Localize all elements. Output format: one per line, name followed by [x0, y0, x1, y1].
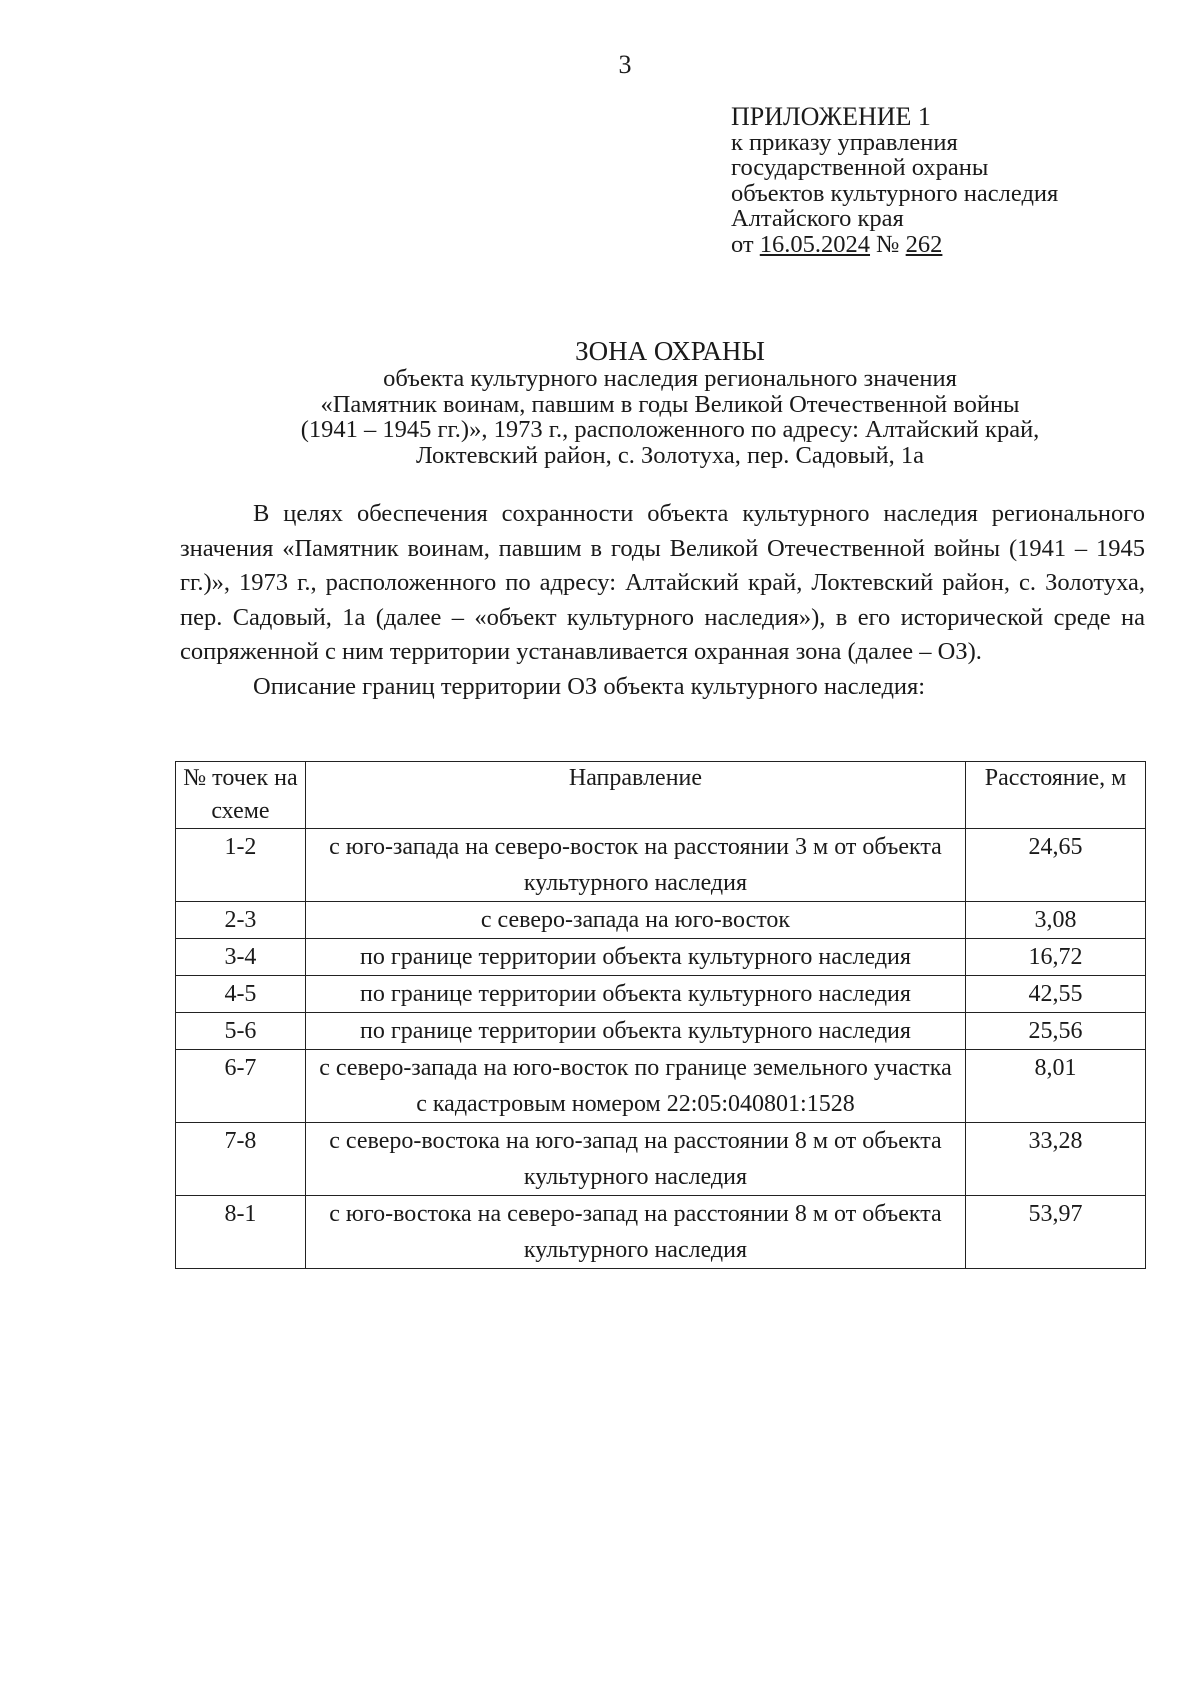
- table-row: [176, 902, 1146, 939]
- heading-title: ЗОНА ОХРАНЫ: [575, 336, 765, 366]
- cell-distance: 33,28: [966, 1123, 1146, 1196]
- zone-heading: [150, 336, 1190, 468]
- cell-direction: с северо-запада на юго-восток: [305, 902, 965, 939]
- cell-points: 2-3: [176, 902, 306, 939]
- cell-points: 6-7: [176, 1050, 306, 1123]
- table-header-row: [176, 762, 1146, 829]
- number-prefix: №: [876, 230, 900, 258]
- table-body: [176, 829, 1146, 1269]
- header-direction: Направление: [305, 762, 965, 829]
- table-row: [176, 829, 1146, 902]
- table-row: [176, 1196, 1146, 1269]
- cell-distance: 24,65: [966, 829, 1146, 902]
- body-paragraph: В целях обеспечения сохранности объекта культурного наследия регионального значения «Памятник воинам, павшим в годы Великой Отечественной войны (1941 – 1945 гг.)», 1973 г., расположенного по адресу: Алтайский край, Локтевский район, с. Золотуха, пер. Садовый, 1а (далее – «объект культурного наследия»), в его исторической среде на сопряженной с ним территории устанавливается охранная зона (далее – ОЗ).: [180, 500, 1145, 665]
- appendix-line: объектов культурного наследия: [731, 179, 1059, 207]
- page-number: 3: [618, 50, 632, 79]
- cell-direction: с северо-востока на юго-запад на расстоянии 8 м от объекта культурного наследия: [305, 1123, 965, 1196]
- boundary-table: [175, 761, 1146, 1269]
- cell-distance: 25,56: [966, 1013, 1146, 1050]
- cell-distance: 8,01: [966, 1050, 1146, 1123]
- heading-line: «Памятник воинам, павшим в годы Великой Отечественной войны: [320, 390, 1020, 418]
- heading-line: объекта культурного наследия регионального значения: [383, 365, 957, 392]
- header-distance: Расстояние, м: [966, 762, 1146, 829]
- cell-points: 4-5: [176, 976, 306, 1013]
- heading-line: Локтевский район, с. Золотуха, пер. Садовый, 1а: [416, 441, 924, 469]
- table-row: [176, 976, 1146, 1013]
- body-text: [180, 497, 1145, 704]
- cell-distance: 16,72: [966, 939, 1146, 976]
- table-row: [176, 1123, 1146, 1196]
- order-date: 16.05.2024: [759, 230, 871, 258]
- body-paragraph: Описание границ территории ОЗ объекта культурного наследия:: [253, 672, 926, 700]
- appendix-title: ПРИЛОЖЕНИЕ 1: [731, 102, 931, 131]
- cell-direction: с юго-востока на северо-запад на расстоянии 8 м от объекта культурного наследия: [305, 1196, 965, 1269]
- appendix-line: государственной охраны: [731, 154, 989, 181]
- order-number: 262: [905, 230, 943, 258]
- table-row: [176, 1013, 1146, 1050]
- date-prefix: от: [731, 230, 754, 258]
- cell-distance: 3,08: [966, 902, 1146, 939]
- cell-points: 7-8: [176, 1123, 306, 1196]
- appendix-line: Алтайского края: [731, 205, 904, 232]
- appendix-line: к приказу управления: [731, 128, 958, 156]
- cell-direction: по границе территории объекта культурного наследия: [305, 1013, 965, 1050]
- cell-direction: по границе территории объекта культурного наследия: [305, 939, 965, 976]
- cell-direction: по границе территории объекта культурного наследия: [305, 976, 965, 1013]
- cell-distance: 53,97: [966, 1196, 1146, 1269]
- cell-direction: с северо-запада на юго-восток по границе земельного участка с кадастровым номером 22:05:040801:1528: [305, 1050, 965, 1123]
- appendix-block: [731, 104, 1058, 257]
- heading-line: (1941 – 1945 гг.)», 1973 г., расположенного по адресу: Алтайский край,: [300, 416, 1040, 443]
- cell-points: 1-2: [176, 829, 306, 902]
- cell-distance: 42,55: [966, 976, 1146, 1013]
- table-row: [176, 939, 1146, 976]
- header-points: № точек на схеме: [176, 762, 306, 829]
- cell-points: 5-6: [176, 1013, 306, 1050]
- cell-points: 3-4: [176, 939, 306, 976]
- cell-points: 8-1: [176, 1196, 306, 1269]
- appendix-date-line: [731, 232, 1058, 258]
- cell-direction: с юго-запада на северо-восток на расстоянии 3 м от объекта культурного наследия: [305, 829, 965, 902]
- table-row: [176, 1050, 1146, 1123]
